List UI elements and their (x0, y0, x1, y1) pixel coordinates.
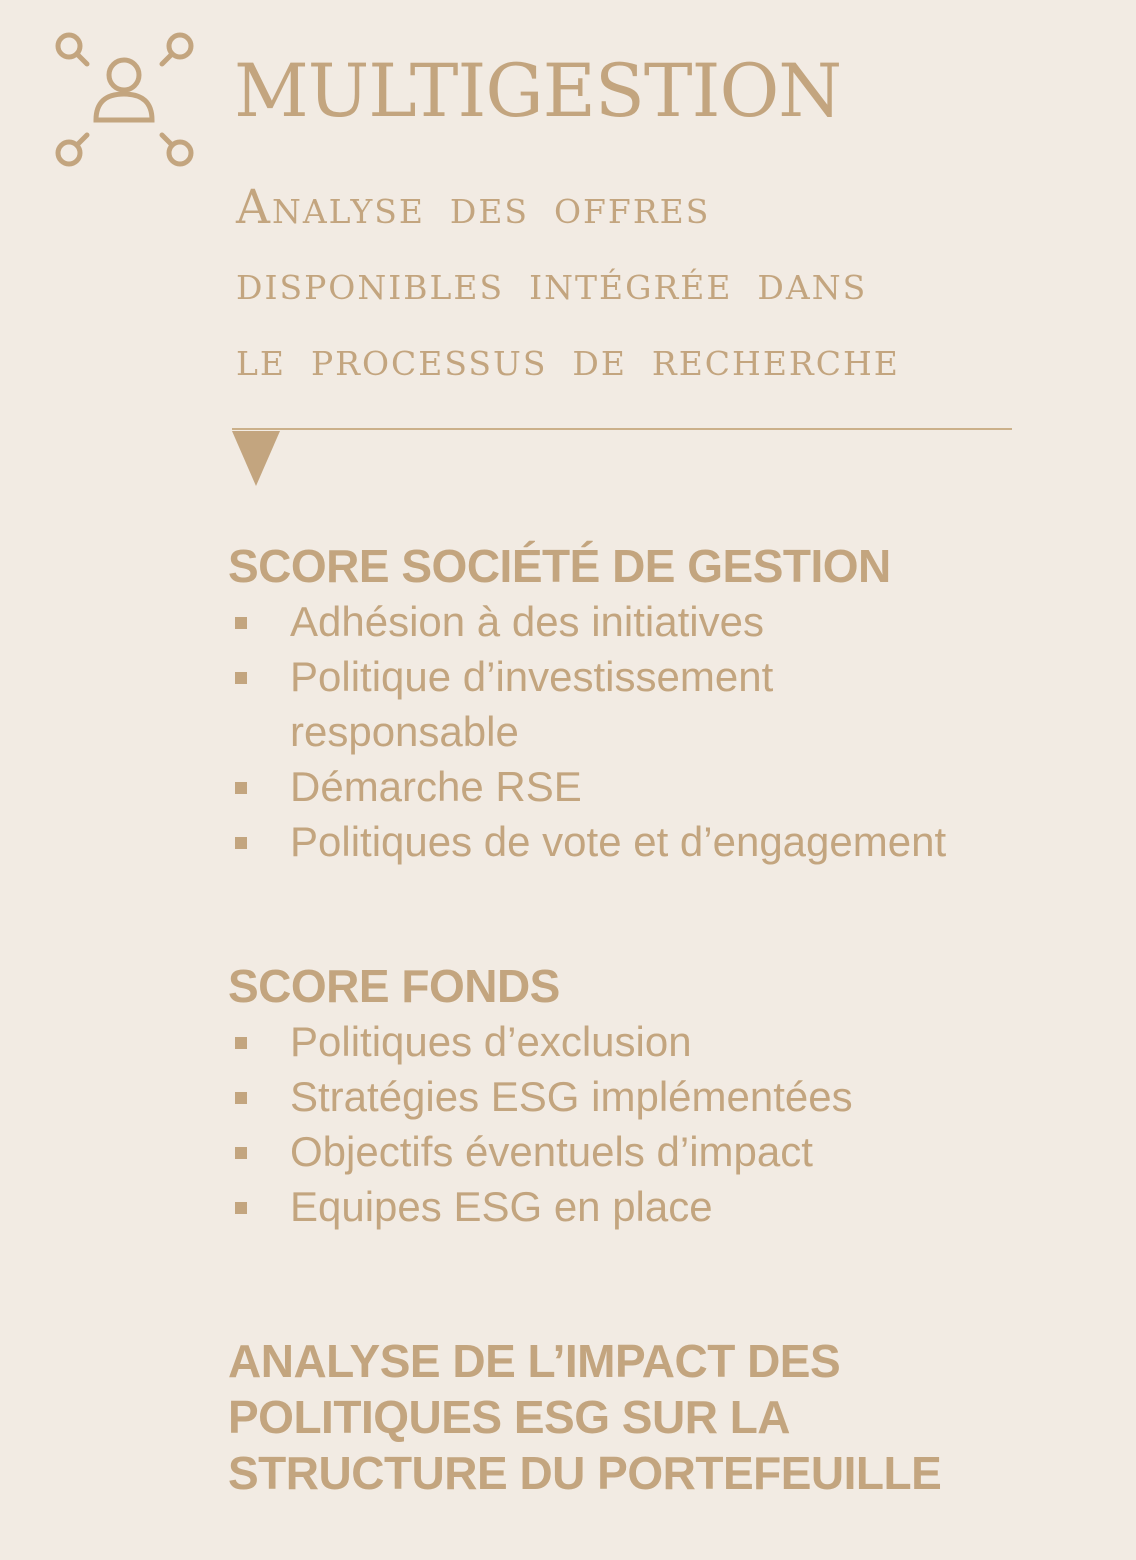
section-title: SCORE FONDS (228, 960, 560, 1012)
list-item (228, 814, 946, 869)
section-title: SCORE SOCIÉTÉ DE GESTION (228, 540, 891, 592)
subtitle (236, 170, 1096, 398)
divider-line (232, 428, 1012, 430)
network-people-search-icon (44, 24, 204, 184)
list-item-text: Politiques d’exclusion (290, 1018, 692, 1065)
section-score-societe-gestion (228, 539, 946, 869)
subtitle-line: le processus de recherche (236, 332, 900, 387)
list-item (228, 1014, 853, 1069)
list-item (228, 1124, 853, 1179)
section-title-line: ANALYSE DE L’IMPACT DES (228, 1335, 841, 1387)
list-item-text: Objectifs éventuels d’impact (290, 1128, 813, 1175)
section-title-line: POLITIQUES ESG SUR LA (228, 1391, 791, 1443)
section-analyse-impact (228, 1333, 941, 1501)
section-title-line: STRUCTURE DU PORTEFEUILLE (228, 1447, 942, 1499)
square-bullet-icon (235, 1202, 247, 1214)
list-item-text: Equipes ESG en place (290, 1183, 713, 1230)
list-item-text: Stratégies ESG implémentées (290, 1073, 853, 1120)
subtitle-line: disponibles intégrée dans (236, 256, 868, 311)
subtitle-line: Analyse des offres (236, 180, 711, 235)
square-bullet-icon (235, 782, 247, 794)
bullet-list (228, 594, 946, 869)
list-item (228, 759, 946, 814)
page-title: MULTIGESTION (234, 49, 842, 134)
square-bullet-icon (235, 1147, 247, 1159)
list-item (228, 594, 946, 649)
square-bullet-icon (235, 1037, 247, 1049)
list-item-text: Adhésion à des initiatives (290, 598, 764, 645)
list-item-text-continued: responsable (290, 708, 519, 755)
list-item (228, 1069, 853, 1124)
square-bullet-icon (235, 837, 247, 849)
square-bullet-icon (235, 1092, 247, 1104)
list-item-text: Politique d’investissement (290, 653, 774, 700)
section-score-fonds (228, 959, 853, 1234)
list-item-text: Démarche RSE (290, 763, 582, 810)
triangle-down-icon (232, 431, 280, 486)
bullet-list (228, 1014, 853, 1234)
list-item (228, 649, 946, 759)
list-item-text: Politiques de vote et d’engagement (290, 818, 947, 865)
square-bullet-icon (235, 672, 247, 684)
list-item (228, 1179, 853, 1234)
section-title (228, 1333, 941, 1501)
square-bullet-icon (235, 617, 247, 629)
